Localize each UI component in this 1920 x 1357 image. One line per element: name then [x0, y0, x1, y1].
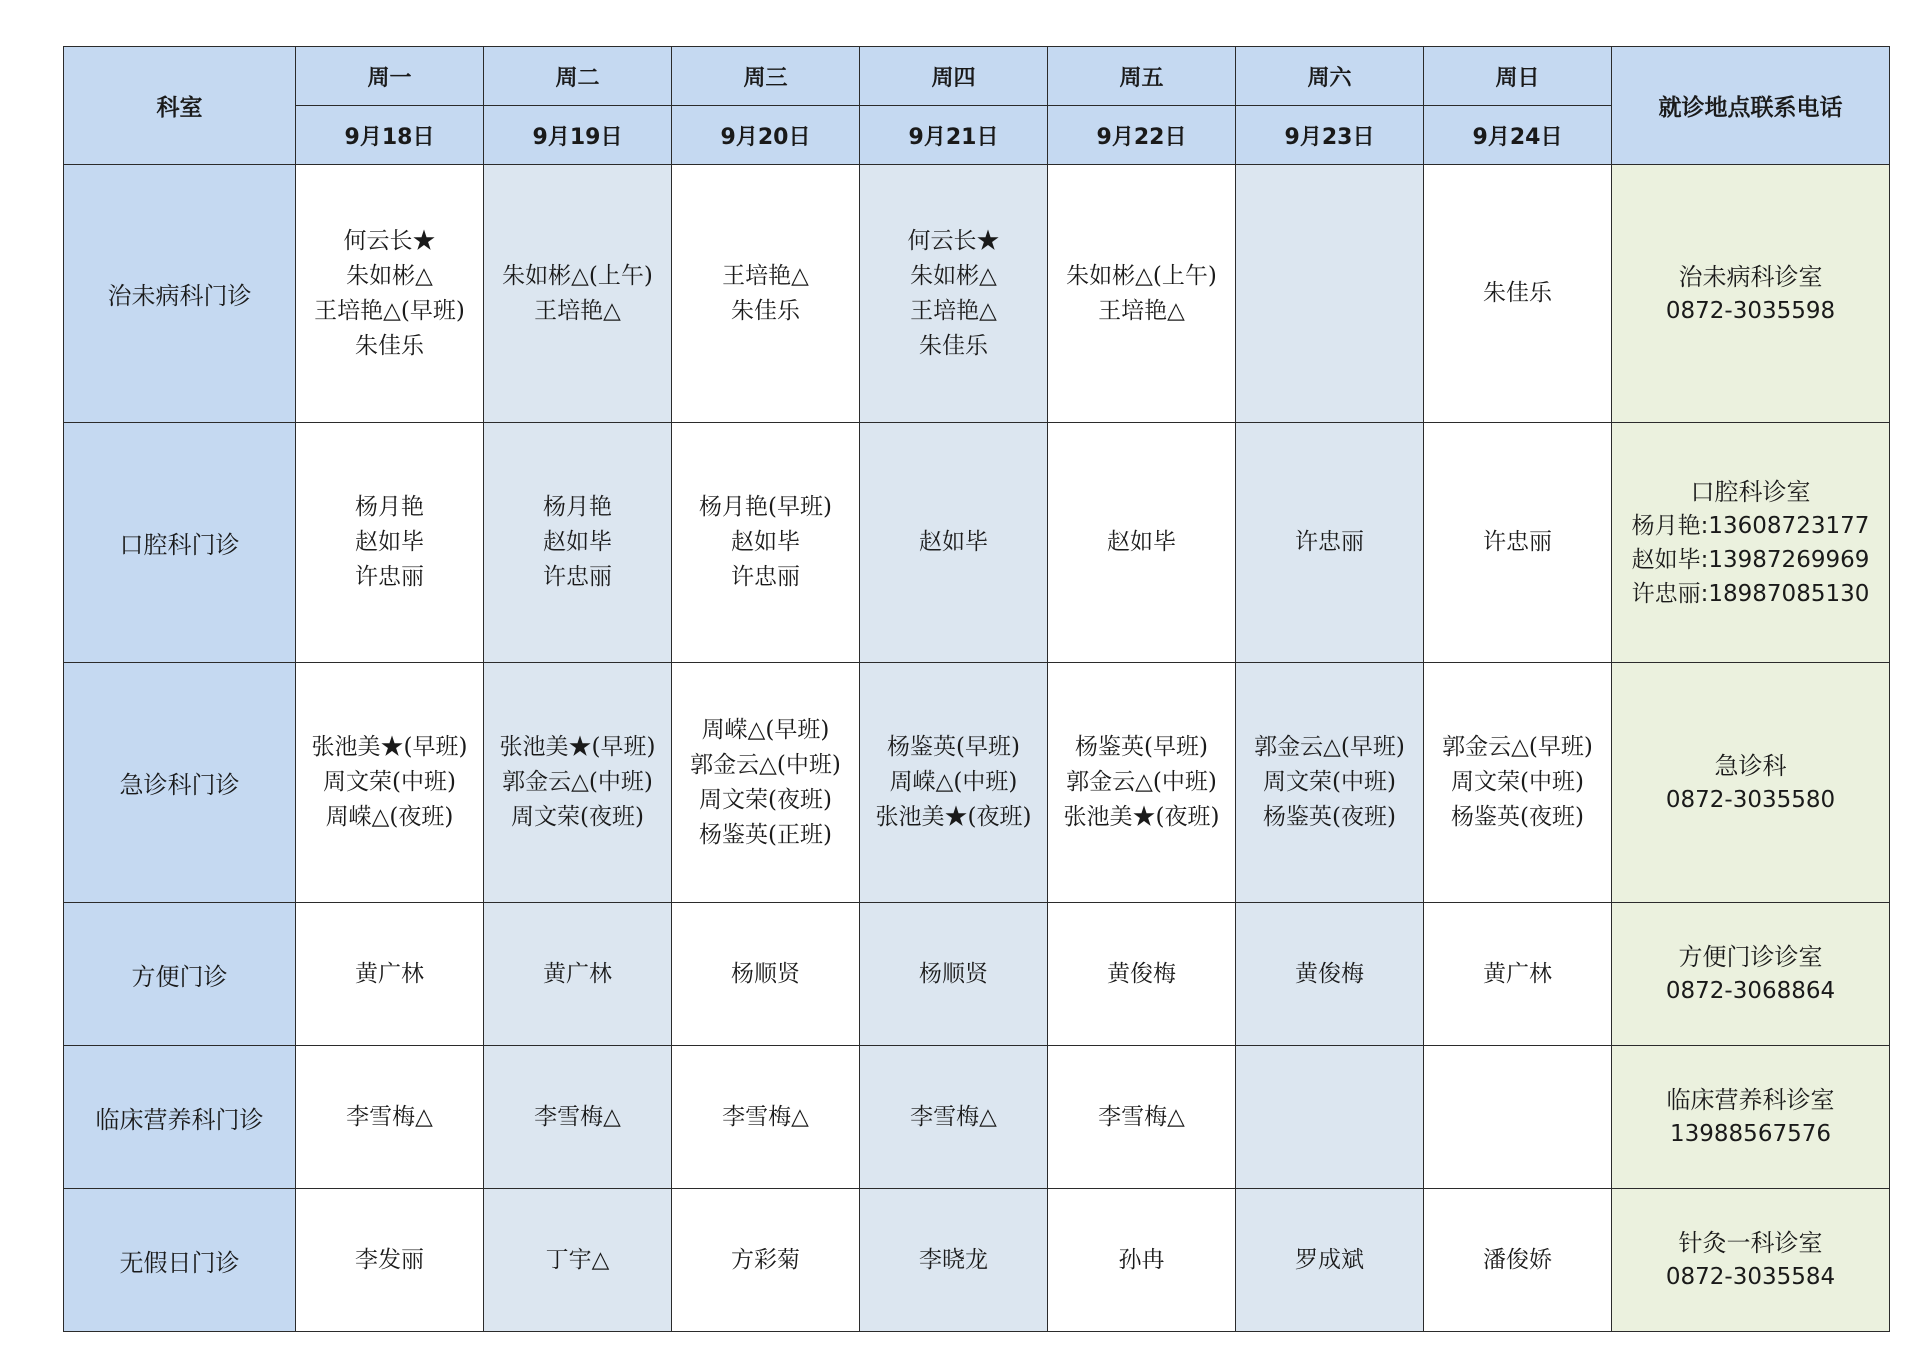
phone-number: 0872-3035580 [1665, 786, 1836, 813]
header-weekday: 周日 [1424, 47, 1612, 106]
duty-cell [1048, 165, 1236, 423]
duty-schedule-table [63, 46, 1890, 1332]
doctor-entry: 孙冉 [1118, 1246, 1165, 1273]
doctor-entry: 张池美★(夜班) [1063, 804, 1220, 830]
doctor-entry: 朱如彬△(上午) [1066, 262, 1217, 289]
header-date: 9月18日 [296, 106, 484, 165]
doctor-entry: 周嵘△(早班) [701, 716, 830, 743]
doctor-entry: 郭金云△(中班) [690, 751, 841, 778]
doctor-entry: 赵如毕 [543, 529, 612, 555]
doctor-entry: 郭金云△(中班) [502, 769, 653, 795]
doctor-entry: 李雪梅△ [1098, 1103, 1185, 1130]
doctor-entry: 许忠丽 [1295, 529, 1364, 555]
duty-cell [1236, 903, 1424, 1046]
schedule-row [64, 165, 1890, 423]
doctor-entry: 方彩菊 [731, 1246, 800, 1273]
doctor-entry: 潘俊娇 [1483, 1246, 1552, 1273]
clinic-room: 方便门诊诊室 [1678, 943, 1823, 971]
duty-cell [484, 1189, 672, 1332]
doctor-entry: 杨鉴英(早班) [1075, 734, 1208, 760]
header-contact: 就诊地点联系电话 [1612, 47, 1890, 165]
doctor-entry: 罗成斌 [1295, 1246, 1364, 1273]
doctor-entry: 许忠丽 [731, 564, 800, 590]
duty-cell [1236, 1046, 1424, 1189]
department-name: 急诊科门诊 [64, 663, 296, 903]
doctor-entry: 王培艳△(早班) [314, 297, 465, 324]
clinic-room: 针灸一科诊室 [1678, 1229, 1823, 1257]
duty-cell [1424, 165, 1612, 423]
header-date: 9月24日 [1424, 106, 1612, 165]
doctor-entry: 丁宇△ [545, 1246, 610, 1273]
contact-info [1612, 1189, 1890, 1332]
doctor-entry: 杨鉴英(早班) [887, 734, 1020, 760]
duty-cell [1424, 1046, 1612, 1189]
department-name: 临床营养科门诊 [64, 1046, 296, 1189]
doctor-entry: 李发丽 [355, 1246, 424, 1273]
doctor-entry: 郭金云△(早班) [1254, 734, 1405, 760]
duty-cell [672, 1046, 860, 1189]
doctor-entry: 黄俊梅 [1107, 960, 1176, 987]
header-date: 9月21日 [860, 106, 1048, 165]
department-name: 口腔科门诊 [64, 423, 296, 663]
phone-number: 0872-3068864 [1665, 978, 1836, 1004]
duty-cell [860, 423, 1048, 663]
duty-cell [296, 903, 484, 1046]
doctor-entry: 黄广林 [1483, 960, 1552, 987]
duty-cell [484, 423, 672, 663]
doctor-entry: 李雪梅△ [910, 1103, 997, 1130]
duty-cell [672, 903, 860, 1046]
header-department: 科室 [64, 47, 296, 165]
header-date: 9月23日 [1236, 106, 1424, 165]
header-date: 9月20日 [672, 106, 860, 165]
doctor-entry: 杨月艳(早班) [699, 494, 832, 520]
clinic-room: 治未病科诊室 [1678, 262, 1823, 291]
doctor-entry: 许忠丽 [355, 564, 424, 590]
duty-cell [484, 1046, 672, 1189]
duty-cell [672, 423, 860, 663]
duty-cell [484, 165, 672, 423]
doctor-entry: 许忠丽 [543, 564, 612, 590]
duty-cell [1424, 1189, 1612, 1332]
doctor-entry: 周文荣(夜班) [511, 804, 644, 830]
department-name: 方便门诊 [64, 903, 296, 1046]
header-weekday: 周一 [296, 47, 484, 106]
duty-cell [1048, 1046, 1236, 1189]
duty-cell [1236, 165, 1424, 423]
header-weekday: 周五 [1048, 47, 1236, 106]
table-header [64, 47, 1890, 165]
duty-cell [860, 1046, 1048, 1189]
doctor-entry: 杨鉴英(正班) [699, 821, 832, 848]
clinic-room: 急诊科 [1714, 751, 1787, 780]
header-date: 9月22日 [1048, 106, 1236, 165]
schedule-row [64, 1189, 1890, 1332]
doctor-entry: 朱佳乐 [919, 332, 988, 359]
duty-cell [296, 423, 484, 663]
contact-info [1612, 663, 1890, 903]
doctor-entry: 许忠丽 [1483, 529, 1552, 555]
duty-cell [1048, 663, 1236, 903]
department-name: 治未病科门诊 [64, 165, 296, 423]
doctor-entry: 王培艳△ [534, 297, 621, 324]
doctor-entry: 朱如彬△ [346, 262, 433, 289]
duty-cell [860, 165, 1048, 423]
duty-cell [1236, 663, 1424, 903]
duty-cell [1424, 663, 1612, 903]
doctor-entry: 郭金云△(早班) [1442, 734, 1593, 760]
duty-cell [1236, 423, 1424, 663]
doctor-entry: 张池美★(早班) [499, 734, 656, 760]
doctor-entry: 郭金云△(中班) [1066, 769, 1217, 795]
doctor-entry: 杨顺贤 [731, 960, 800, 987]
schedule-row [64, 423, 1890, 663]
doctor-entry: 李雪梅△ [534, 1103, 621, 1130]
doctor-entry: 张池美★(夜班) [875, 804, 1032, 830]
clinic-room: 口腔科诊室 [1690, 477, 1811, 506]
duty-cell [296, 663, 484, 903]
phone-number: 13988567576 [1670, 1121, 1831, 1147]
doctor-entry: 朱佳乐 [731, 297, 800, 324]
contact-info [1612, 1046, 1890, 1189]
phone-number: 赵如毕:13987269969 [1631, 546, 1870, 573]
contact-info [1612, 903, 1890, 1046]
doctor-entry: 张池美★(早班) [311, 734, 468, 760]
doctor-entry: 王培艳△ [910, 297, 997, 324]
duty-cell [1424, 423, 1612, 663]
contact-info [1612, 165, 1890, 423]
header-weekday: 周二 [484, 47, 672, 106]
doctor-entry: 周嵘△(中班) [889, 769, 1018, 795]
doctor-entry: 周文荣(中班) [1451, 769, 1584, 795]
doctor-entry: 黄俊梅 [1295, 960, 1364, 987]
schedule-row [64, 1046, 1890, 1189]
header-weekday: 周三 [672, 47, 860, 106]
duty-cell [860, 1189, 1048, 1332]
duty-cell [1424, 903, 1612, 1046]
header-date: 9月19日 [484, 106, 672, 165]
doctor-entry: 朱如彬△(上午) [502, 262, 653, 289]
doctor-entry: 朱佳乐 [1483, 280, 1552, 306]
doctor-entry: 杨鉴英(夜班) [1263, 804, 1396, 830]
doctor-entry: 赵如毕 [731, 529, 800, 555]
doctor-entry: 周文荣(中班) [323, 769, 456, 795]
contact-info [1612, 423, 1890, 663]
doctor-entry: 杨顺贤 [919, 960, 988, 987]
doctor-entry: 周文荣(中班) [1263, 769, 1396, 795]
doctor-entry: 赵如毕 [919, 529, 988, 555]
doctor-entry: 杨月艳 [543, 494, 612, 520]
doctor-entry: 李雪梅△ [722, 1103, 809, 1130]
duty-cell [860, 903, 1048, 1046]
doctor-entry: 黄广林 [543, 960, 612, 987]
duty-cell [1048, 1189, 1236, 1332]
doctor-entry: 李雪梅△ [346, 1103, 433, 1130]
doctor-entry: 杨月艳 [355, 494, 424, 520]
phone-number: 0872-3035598 [1665, 297, 1836, 324]
doctor-entry: 赵如毕 [355, 529, 424, 555]
department-name: 无假日门诊 [64, 1189, 296, 1332]
header-weekday: 周六 [1236, 47, 1424, 106]
doctor-entry: 周嵘△(夜班) [325, 804, 454, 830]
phone-number: 杨月艳:13608723177 [1631, 512, 1870, 539]
doctor-entry: 朱如彬△ [910, 262, 997, 289]
doctor-entry: 朱佳乐 [355, 332, 424, 359]
doctor-entry: 杨鉴英(夜班) [1451, 804, 1584, 830]
duty-cell [1236, 1189, 1424, 1332]
duty-cell [296, 1189, 484, 1332]
doctor-entry: 王培艳△ [722, 262, 809, 289]
duty-cell [296, 165, 484, 423]
duty-cell [860, 663, 1048, 903]
duty-cell [484, 903, 672, 1046]
doctor-entry: 李晓龙 [919, 1246, 988, 1273]
doctor-entry: 周文荣(夜班) [699, 786, 832, 813]
schedule-row [64, 903, 1890, 1046]
duty-cell [296, 1046, 484, 1189]
duty-cell [1048, 423, 1236, 663]
doctor-entry: 何云长★ [343, 227, 436, 254]
header-weekday: 周四 [860, 47, 1048, 106]
schedule-row [64, 663, 1890, 903]
doctor-entry: 黄广林 [355, 960, 424, 987]
duty-cell [672, 663, 860, 903]
phone-number: 许忠丽:18987085130 [1631, 580, 1870, 607]
duty-cell [672, 1189, 860, 1332]
clinic-room: 临床营养科诊室 [1666, 1086, 1835, 1114]
doctor-entry: 何云长★ [907, 227, 1000, 254]
doctor-entry: 王培艳△ [1098, 297, 1185, 324]
duty-cell [484, 663, 672, 903]
duty-cell [1048, 903, 1236, 1046]
table-body [64, 165, 1890, 1332]
doctor-entry: 赵如毕 [1107, 529, 1176, 555]
phone-number: 0872-3035584 [1665, 1264, 1836, 1290]
duty-cell [672, 165, 860, 423]
